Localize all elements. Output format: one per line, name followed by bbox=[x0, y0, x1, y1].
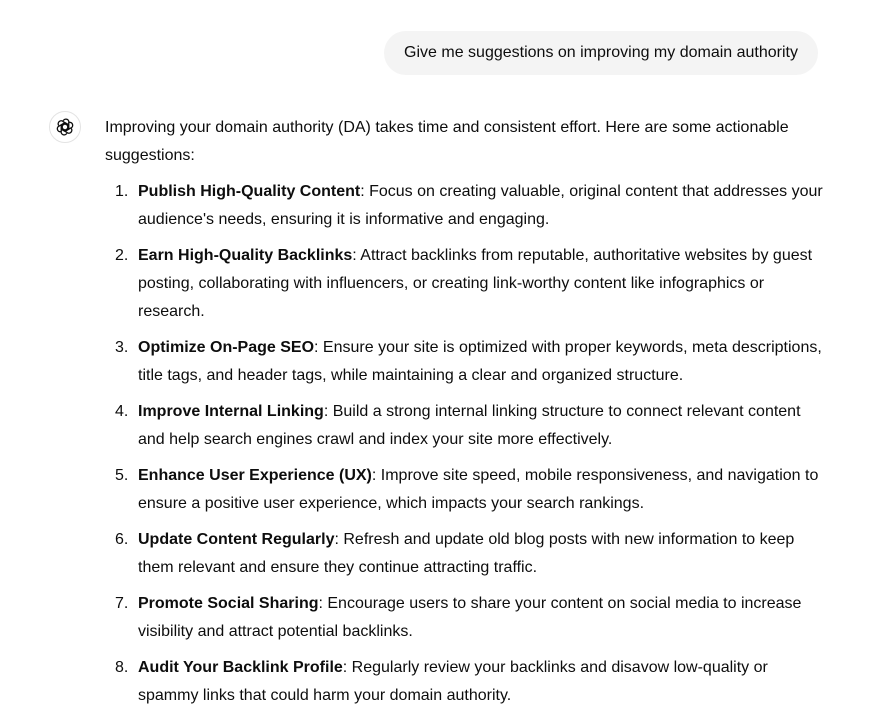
list-item-number: 5. bbox=[115, 467, 129, 484]
list-item-text: : Focus on creating valuable, original content that addresses your audience's needs, ensuring it is informative and engaging. bbox=[138, 183, 823, 228]
list-item bbox=[105, 334, 830, 390]
list-item-title: Update Content Regularly bbox=[138, 531, 335, 548]
list-item-text: : Refresh and update old blog posts with new information to keep them relevant and ensure they continue attracting traffic. bbox=[138, 531, 795, 576]
list-item-number: 6. bbox=[115, 531, 129, 548]
list-item-title: Earn High-Quality Backlinks bbox=[138, 247, 353, 264]
list-item-text: : Ensure your site is optimized with proper keywords, meta descriptions, title tags, and header tags, while maintaining a clear and organized structure. bbox=[138, 339, 822, 384]
list-item bbox=[105, 398, 830, 454]
openai-logo-icon bbox=[55, 117, 75, 137]
user-message-bubble: Give me suggestions on improving my domain authority bbox=[384, 31, 818, 75]
list-item-text: : Encourage users to share your content on social media to increase visibility and attract potential backlinks. bbox=[138, 595, 802, 640]
assistant-message bbox=[105, 114, 830, 718]
list-item-text: : Improve site speed, mobile responsiveness, and navigation to ensure a positive user experience, which impacts your search rankings. bbox=[138, 467, 819, 512]
list-item-number: 1. bbox=[115, 183, 129, 200]
list-item-title: Audit Your Backlink Profile bbox=[138, 659, 343, 676]
list-item bbox=[105, 590, 830, 646]
list-item-text: : Regularly review your backlinks and disavow low-quality or spammy links that could harm your domain authority. bbox=[138, 659, 768, 704]
list-item-number: 8. bbox=[115, 659, 129, 676]
list-item bbox=[105, 242, 830, 326]
list-item-number: 2. bbox=[115, 247, 129, 264]
list-item-title: Improve Internal Linking bbox=[138, 403, 324, 420]
user-message-row bbox=[384, 31, 818, 75]
list-item-text: : Build a strong internal linking structure to connect relevant content and help search engines crawl and index your site more effectively. bbox=[138, 403, 801, 448]
list-item-number: 4. bbox=[115, 403, 129, 420]
list-item-number: 7. bbox=[115, 595, 129, 612]
list-item-number: 3. bbox=[115, 339, 129, 356]
suggestions-list bbox=[105, 178, 830, 710]
assistant-avatar bbox=[49, 111, 81, 143]
assistant-intro: Improving your domain authority (DA) takes time and consistent effort. Here are some actionable suggestions: bbox=[105, 119, 789, 164]
list-item-title: Publish High-Quality Content bbox=[138, 183, 361, 200]
list-item-title: Promote Social Sharing bbox=[138, 595, 319, 612]
list-item-title: Optimize On-Page SEO bbox=[138, 339, 315, 356]
list-item-title: Enhance User Experience (UX) bbox=[138, 467, 372, 484]
list-item bbox=[105, 526, 830, 582]
list-item bbox=[105, 654, 830, 710]
list-item bbox=[105, 178, 830, 234]
list-item-text: : Attract backlinks from reputable, authoritative websites by guest posting, collaborating with influencers, or creating link-worthy content like infographics or research. bbox=[138, 247, 813, 320]
list-item bbox=[105, 462, 830, 518]
